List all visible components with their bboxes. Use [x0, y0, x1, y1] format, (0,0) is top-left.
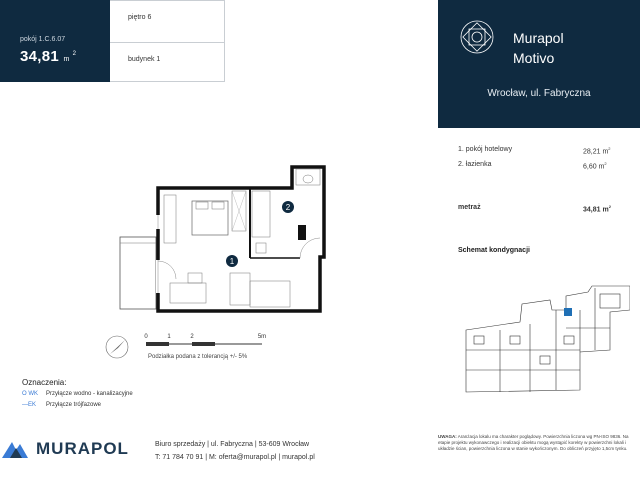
room-row: 2. łazienka 6,60 $m^2$: [458, 161, 607, 171]
scale-bar: [140, 330, 280, 352]
total-row: metraż 34,81 $m^2$: [458, 204, 611, 214]
legend-item: —EK Przyłącze trójfazowe: [22, 402, 102, 408]
svg-text:1: 1: [167, 334, 171, 340]
svg-text:2: 2: [285, 203, 291, 212]
brand-location: Wrocław, ul. Fabryczna: [487, 88, 591, 99]
schema-title: Schemat kondygnacji: [458, 247, 530, 254]
room-row: 1. pokój hotelowy 28,21 $m^2$: [458, 146, 611, 156]
balcony: [120, 237, 156, 309]
contact-info: Biuro sprzedaży | ul. Fabryczna | 53-609 Wrocław T: 71 784 70 91 | M: oferta@murapol.pl | murapol.pl: [155, 441, 315, 461]
floor-label: piętro 6: [128, 14, 152, 21]
bed: [192, 201, 228, 235]
svg-text:2: 2: [190, 334, 194, 340]
building-label: budynek 1: [110, 42, 224, 83]
floor-plan: [100, 155, 330, 320]
unit-area: 34,81 $m^2$: [20, 48, 77, 65]
legend-title: Oznaczenia:: [22, 378, 67, 387]
unit-header: [0, 0, 110, 82]
unit-location-highlight: [564, 308, 572, 316]
brand-subname: Motivo: [513, 50, 555, 66]
room-list: [458, 146, 623, 219]
unit-details: [110, 0, 225, 82]
svg-text:1: 1: [229, 257, 235, 266]
svg-text:5m: 5m: [257, 334, 267, 340]
motivo-logo-icon: [460, 20, 494, 54]
murapol-logo-icon: [0, 438, 30, 460]
company-logo: [0, 438, 129, 460]
legend-item: O WK Przyłącze wodno - kanalizacyjne: [22, 391, 133, 397]
floor-schema: [460, 280, 630, 400]
disclaimer: UWAGA: Aranżacja lokalu ma charakter poglądowy. Powierzchnia liczona wg PN-ISO 9836. Na etapie projektu wykonawczego i realizacji obiektu mogą wystąpić korekty w powierzchni lokali i układzie ścian, powierzchnia liczona w stanie wykończonym. Do obliczeń przyjęto 1,5cm tynku.: [438, 434, 629, 451]
kitchenette: [250, 281, 290, 307]
legend: [22, 378, 133, 413]
compass-icon: [100, 332, 134, 362]
sofa: [170, 283, 206, 303]
unit-code: pokój 1.C.6.07: [20, 36, 66, 43]
desk: [230, 273, 250, 305]
brand-name: Murapol: [513, 30, 564, 46]
company-name: MURAPOL: [36, 439, 129, 458]
svg-text:0: 0: [144, 334, 148, 340]
scale-note: Podziałka podana z tolerancją +/- 5%: [148, 354, 248, 360]
brand-box: [438, 0, 640, 128]
